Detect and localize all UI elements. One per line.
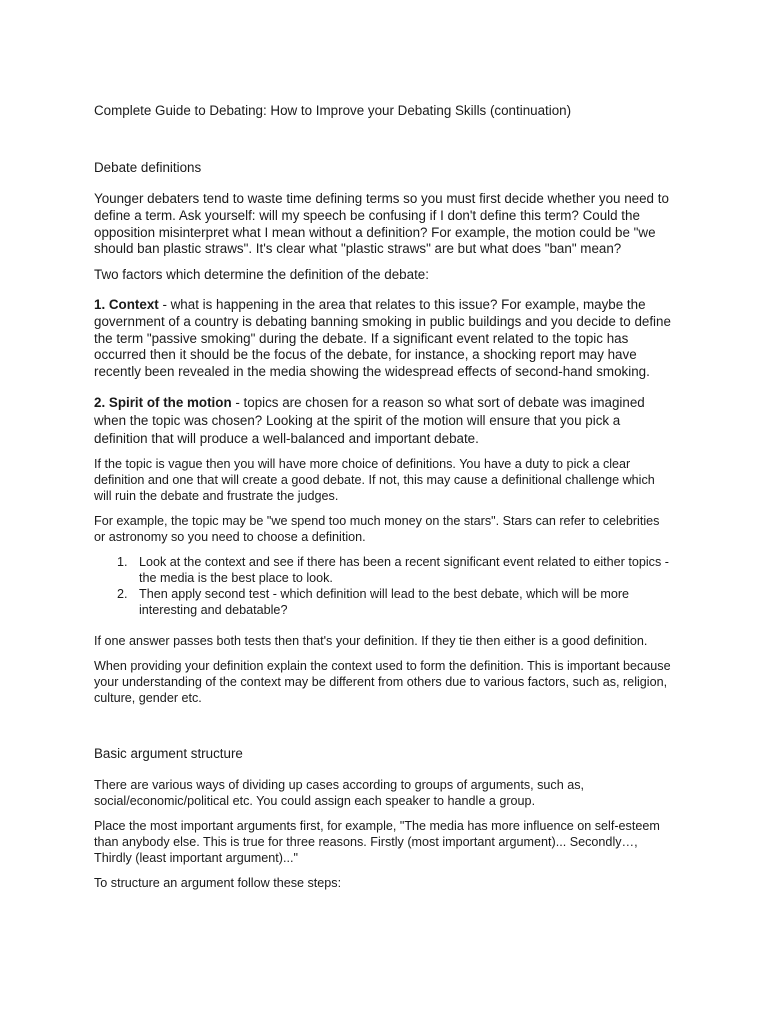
vague-topic-paragraph: If the topic is vague then you will have more choice of definitions. You have a duty to pick a clear definition and one that will create a good debate. If not, this may cause a definitional challenge which will ruin the debate and frustrate the judges. [94, 457, 655, 504]
definitions-intro-paragraph: Younger debaters tend to waste time defining terms so you must first decide whether you need to define a term. Ask yourself: will my speech be confusing if I don't define this term? Could the opposition misinterpret what I mean without a definition? For example, the motion could be "we should ban plastic straws". It's clear what "plastic straws" are but what does "ban" mean? [94, 191, 669, 257]
structure-steps-intro: To structure an argument follow these steps: [94, 876, 342, 891]
list-item [94, 554, 674, 586]
providing-definition-paragraph: When providing your definition explain the context used to form the definition. This is important because your understanding of the context may be different from others due to various factors, such as, religion, culture, gender etc. [94, 659, 671, 706]
list-item [94, 586, 674, 618]
context-label: 1. Context [94, 296, 159, 312]
spirit-label: 2. Spirit of the motion [94, 394, 232, 410]
list-item-text: Then apply second test - which definition will lead to the best debate, which will be more interesting and debatable? [139, 587, 630, 618]
stars-example-paragraph: For example, the topic may be "we spend too much money on the stars". Stars can refer to celebrities or astronomy so you need to choose a definition. [94, 514, 660, 545]
spirit-text: - topics are chosen for a reason so what sort of debate was imagined when the topic was chosen? Looking at the spirit of the motion will ensure that you pick a definition that will produce a well-balanced and important debate. [94, 394, 645, 446]
spirit-paragraph [94, 394, 674, 447]
document-page [94, 102, 674, 900]
list-item-text: Look at the context and see if there has been a recent significant event related to either topics - the media is the best place to look. [139, 555, 669, 586]
context-paragraph [94, 297, 674, 381]
list-item-number: 2. [117, 587, 128, 602]
definition-steps-list [94, 554, 674, 618]
two-factors-paragraph: Two factors which determine the definition of the debate: [94, 267, 429, 283]
argument-groups-paragraph: There are various ways of dividing up cases according to groups of arguments, such as, social/economic/political etc. You could assign each speaker to handle a group. [94, 778, 585, 809]
list-item-number: 1. [117, 555, 128, 570]
argument-order-paragraph: Place the most important arguments first, for example, "The media has more influence on self-esteem than anybody else. This is true for three reasons. Firstly (most important argument)... Secondly…, Thirdly (least important argument)..." [94, 819, 660, 866]
section-heading-definitions: Debate definitions [94, 160, 202, 175]
section-heading-argument-structure: Basic argument structure [94, 746, 243, 762]
context-text: - what is happening in the area that relates to this issue? For example, maybe the government of a country is debating banning smoking in public buildings and you decide to define the term "passive smoking" during the debate. If a significant event related to the topic has occurred then it should be the focus of the debate, for instance, a shocking report may have recently been revealed in the media showing the widespread effects of second-hand smoking. [94, 296, 671, 380]
document-title: Complete Guide to Debating: How to Improve your Debating Skills (continuation) [94, 103, 572, 118]
one-answer-paragraph: If one answer passes both tests then that's your definition. If they tie then either is a good definition. [94, 634, 648, 649]
